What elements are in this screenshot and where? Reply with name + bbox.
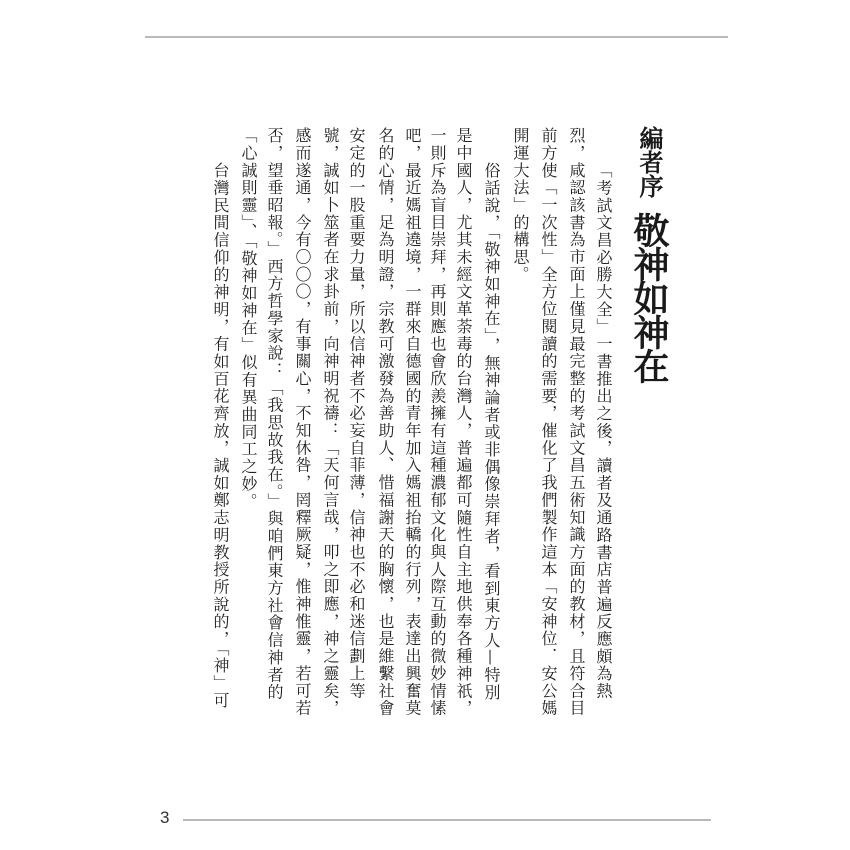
title-label: 編者序	[635, 126, 664, 198]
text-column: 感而遂通，今有〇〇〇，有事關心，不知休咎，罔釋厥疑，惟神惟靈，若可若	[293, 127, 312, 717]
text-column: 吧，最近媽祖遶境，一群來自德國的青年加入媽祖抬轎的行列，表達出興奮莫	[403, 127, 422, 717]
text-column: 號，誠如卜筮者在求卦前，向神明祝禱：「天何言哉，叩之即應，神之靈矣，	[321, 127, 340, 717]
page-number: 3	[160, 808, 170, 827]
text-column: 名的心情，足為明證，宗教可激發為善助人、惜福謝天的胸懷，也是維繫社會	[376, 127, 395, 717]
text-column: 俗話說，「敬神如神在」，無神論者或非偶像崇拜者，看到東方人—特別	[482, 162, 501, 702]
text-column: 台灣民間信仰的神明，有如百花齊放，誠如鄭志明教授所說的，「神」可	[211, 162, 230, 710]
text-column: 一則斥為盲目崇拜，再則應也會欣羨擁有這種濃郁文化與人際互動的微妙情愫	[428, 127, 447, 717]
text-column: 安定的一股重要力量，所以信神者不必妄自菲薄，信神也不必和迷信劃上等	[347, 127, 366, 700]
text-column: 是中國人，尤其未經文革荼毒的台灣人，普遍都可隨性自主地供奉各種神祇，	[454, 127, 473, 717]
header-rule	[145, 36, 728, 38]
text-column: 否，望垂昭報。」西方哲學家說：「我思故我在。」與咱們東方社會信神者的	[265, 127, 284, 701]
text-column: 前方使「一次性」全方位閱讀的需要，催化了我們製作這本「安神位．安公媽	[539, 127, 558, 717]
footer-rule	[183, 819, 711, 821]
text-column: 「考試文昌必勝大全」一書推出之後，讀者及通路書店普遍反應頗為熱	[594, 162, 613, 700]
text-column: 「心誠則靈」、「敬神如神在」似有異曲同工之妙。	[239, 127, 258, 511]
title-main: 敬神如神在	[628, 212, 670, 382]
text-column: 烈，咸認該書為市面上僅見最完整的考試文昌五術知識方面的教材，且符合目	[567, 127, 586, 717]
text-column: 開運大法」的構思。	[511, 127, 530, 284]
